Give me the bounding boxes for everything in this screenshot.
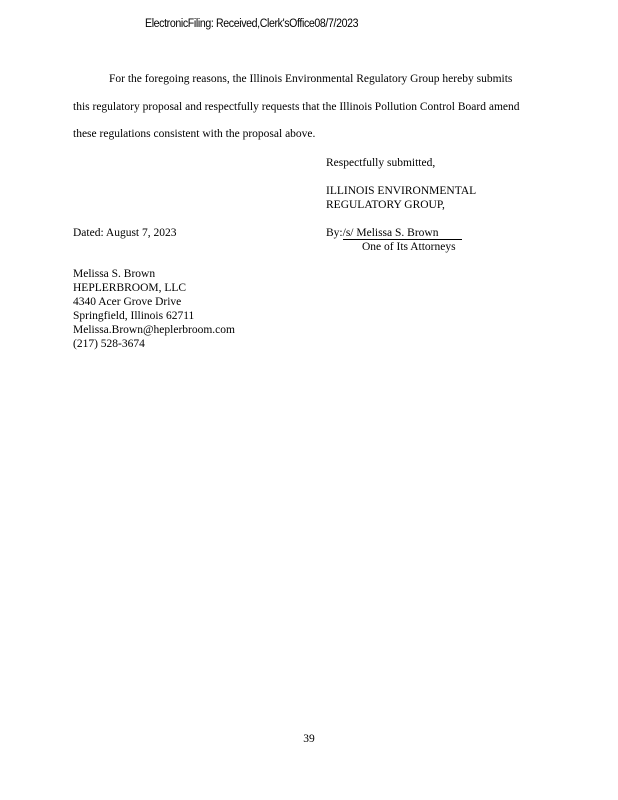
contact-phone: (217) 528-3674 bbox=[73, 338, 145, 350]
signer-role: One of Its Attorneys bbox=[362, 241, 456, 253]
contact-block bbox=[73, 267, 235, 351]
signature-line: /s/ Melissa S. Brown bbox=[343, 227, 463, 240]
paragraph-line-2: this regulatory proposal and respectfully requests that the Illinois Pollution Control Board amend bbox=[73, 101, 520, 113]
organization-line-1: ILLINOIS ENVIRONMENTAL bbox=[326, 185, 477, 197]
page-number: 39 bbox=[303, 733, 315, 745]
contact-email: Melissa.Brown@heplerbroom.com bbox=[73, 324, 235, 336]
paragraph-line-1: For the foregoing reasons, the Illinois Environmental Regulatory Group hereby submits bbox=[109, 73, 513, 85]
paragraph-line-3: these regulations consistent with the proposal above. bbox=[73, 128, 316, 140]
organization-name bbox=[326, 184, 476, 212]
closing-text bbox=[326, 156, 435, 170]
dated-line: Dated: August 7, 2023 bbox=[73, 227, 177, 239]
by-label: By: bbox=[326, 227, 343, 239]
electronic-filing-stamp: ElectronicFiling: Received,Clerk'sOffice08/7/2023 bbox=[145, 18, 359, 30]
contact-name: Melissa S. Brown bbox=[73, 268, 156, 280]
signature-row bbox=[326, 226, 462, 240]
organization-line-2: REGULATORY GROUP, bbox=[326, 199, 445, 211]
contact-city-state-zip: Springfield, Illinois 62711 bbox=[73, 310, 195, 322]
respectfully-submitted: Respectfully submitted, bbox=[326, 157, 436, 169]
contact-street: 4340 Acer Grove Drive bbox=[73, 296, 182, 308]
signature-area bbox=[326, 226, 462, 254]
contact-firm: HEPLERBROOM, LLC bbox=[73, 282, 187, 294]
